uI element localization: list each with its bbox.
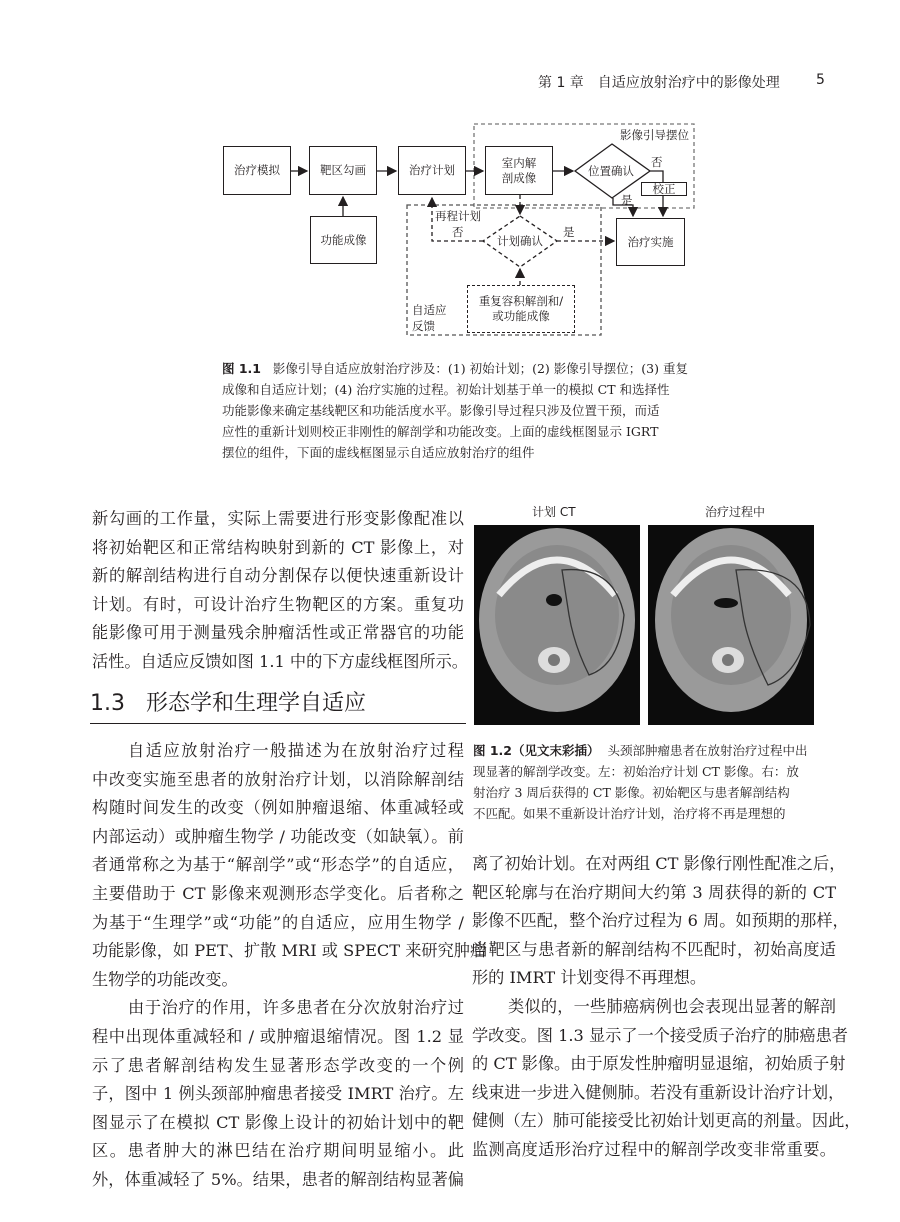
text-line: 离了初始计划。在对两组 CT 影像行刚性配准之后，: [472, 854, 846, 873]
text-line: 活性。自适应反馈如图 1.1 中的下方虚线框图所示。: [92, 651, 468, 671]
figure-1-1-caption: [222, 358, 692, 463]
caption-line: 功能影像来确定基线靶区和功能活度水平。影像引导过程只涉及位置干预，而适: [222, 403, 660, 418]
ct-image-during-treatment: [648, 525, 814, 725]
text-line: 由于治疗的作用，许多患者在分次放射治疗过: [128, 998, 464, 1018]
box-inroom-imaging: 室内解剖成像: [485, 146, 553, 195]
text-line: 计划。有时，可设计治疗生物靶区的方案。重复功: [92, 594, 464, 614]
ct-images: [474, 525, 814, 725]
box-treatment-simulation: 治疗模拟: [223, 146, 291, 195]
paragraph: [472, 850, 849, 993]
yes-label: 是: [563, 225, 575, 239]
left-column-top: [92, 505, 468, 677]
yes-label: 是: [621, 193, 633, 207]
no-label: 否: [651, 155, 663, 169]
paragraph: [92, 737, 487, 994]
page-number: 5: [816, 72, 825, 88]
paragraph: [92, 505, 468, 677]
text-line: 主要借助于 CT 影像来观测形态学变化。后者称之: [92, 883, 464, 903]
box-repeat-imaging: 重复容积解剖和/或功能成像: [467, 285, 575, 333]
text-line: 监测高度适形治疗过程中的解剖学改变非常重要。: [472, 1139, 836, 1159]
text-line: 自适应放射治疗一般描述为在放射治疗过程: [128, 741, 464, 760]
caption-line: 影像引导自适应放射治疗涉及：(1) 初始计划；(2) 影像引导摆位；(3) 重复: [272, 361, 688, 376]
figure-1-2-caption: [473, 740, 836, 824]
caption-line: 头颈部肿瘤患者在放射治疗过程中出: [607, 743, 808, 758]
text-line: 示了患者解剖结构发生显著形态学改变的一个例: [92, 1055, 464, 1075]
caption-label: 图 1.2（见文末彩插）: [473, 743, 600, 758]
caption-line: 现显著的解剖学改变。左：初始治疗计划 CT 影像。右：放: [473, 764, 799, 779]
position-check-label: 位置确认: [588, 164, 634, 178]
text-line: 区。患者肿大的淋巴结在治疗期间明显缩小。此: [92, 1141, 464, 1161]
text-line: 者通常称之为基于“解剖学”或“形态学”的自适应，: [92, 855, 464, 875]
text-line: 靶区轮廓与在治疗期间大约第 3 周获得的新的 CT: [472, 882, 836, 902]
caption-label: 图 1.1: [222, 361, 261, 376]
no-label: 否: [452, 225, 464, 239]
box-correction: 校正: [641, 182, 687, 196]
text-line: 新勾画的工作量，实际上需要进行形变影像配准以: [92, 509, 464, 528]
right-column-body: [472, 850, 861, 1165]
text-line: 内部运动）或肿瘤生物学 / 功能改变（如缺氧）。前: [92, 826, 464, 846]
box-functional-imaging: 功能成像: [310, 216, 377, 264]
paragraph: [92, 994, 464, 1194]
text-line: 构随时间发生的改变（例如肿瘤退缩、体重减轻或: [92, 798, 464, 818]
text-line: 将初始靶区和正常结构映射到新的 CT 影像上，对: [92, 537, 464, 557]
text-line: 线束进一步进入健侧肺。若没有重新设计治疗计划，: [472, 1082, 845, 1102]
text-line: 当靶区与患者新的解剖结构不匹配时，初始高度适: [472, 939, 836, 959]
text-line: 为基于“生理学”或“功能”的自适应，应用生物学 /: [92, 912, 464, 932]
caption-line: 应性的重新计划则校正非刚性的解剖学和功能改变。上面的虚线框图显示 IGRT: [222, 424, 659, 439]
caption-line: 不匹配。如果不重新设计治疗计划，治疗将不再是理想的: [473, 806, 786, 821]
box-target-contouring: 靶区勾画: [309, 146, 377, 195]
adaptive-group-label-2: 反馈: [412, 319, 435, 333]
plan-check-label: 计划确认: [497, 234, 543, 248]
text-line: 图显示了在模拟 CT 影像上设计的初始计划中的靶: [92, 1112, 464, 1132]
section-title: 形态学和生理学自适应: [145, 691, 366, 716]
section-heading: [90, 686, 466, 724]
ct-image-planning: [474, 525, 640, 725]
text-line: 影像不匹配，整个治疗过程为 6 周。如预期的那样，: [472, 911, 849, 931]
adaptive-group-label: 自适应: [412, 303, 447, 317]
text-line: 生物学的功能改变。: [92, 969, 238, 989]
text-line: 子，图中 1 例头颈部肿瘤患者接受 IMRT 治疗。左: [92, 1084, 464, 1104]
section-number: 1.3: [90, 691, 125, 716]
text-line: 形的 IMRT 计划变得不再理想。: [472, 968, 707, 988]
replan-label: 再程计划: [435, 209, 481, 223]
text-line: 新的解剖结构进行自动分割保存以便快速重新设计: [92, 566, 464, 586]
box-treatment-delivery: 治疗实施: [616, 218, 685, 266]
text-line: 外，体重减轻了 5%。结果，患者的解剖结构显著偏: [92, 1169, 464, 1189]
caption-line: 摆位的组件，下面的虚线框图显示自适应放射治疗的组件: [222, 445, 535, 460]
caption-line: 射治疗 3 周后获得的 CT 影像。初始靶区与患者解剖结构: [473, 785, 790, 800]
right-image-label: 治疗过程中: [705, 505, 766, 519]
text-line: 中改变实施至患者的放射治疗计划，以消除解剖结: [92, 769, 464, 789]
running-header: 第 1 章 自适应放射治疗中的影像处理: [538, 75, 780, 91]
text-line: 学改变。图 1.3 显示了一个接受质子治疗的肺癌患者: [472, 1025, 848, 1045]
text-line: 程中出现体重减轻和 / 或肿瘤退缩情况。图 1.2 显: [92, 1026, 464, 1046]
text-line: 能影像可用于测量残余肿瘤活性或正常器官的功能: [92, 623, 464, 643]
caption-line: 成像和自适应计划；(4) 治疗实施的过程。初始计划基于单一的模拟 CT 和选择性: [222, 382, 670, 397]
left-image-label: 计划 CT: [532, 505, 576, 519]
text-line: 健侧（左）肺可能接受比初始计划更高的剂量。因此，: [472, 1111, 861, 1131]
left-column-body: [92, 737, 487, 1195]
box-treatment-planning: 治疗计划: [398, 146, 466, 195]
text-line: 功能影像，如 PET、扩散 MRI 或 SPECT 来研究肿瘤: [92, 941, 487, 961]
igrt-group-label: 影像引导摆位: [620, 128, 689, 142]
text-line: 类似的，一些肺癌病例也会表现出显著的解剖: [508, 996, 836, 1016]
text-line: 的 CT 影像。由于原发性肿瘤明显退缩，初始质子射: [472, 1054, 846, 1074]
paragraph: [472, 993, 861, 1165]
